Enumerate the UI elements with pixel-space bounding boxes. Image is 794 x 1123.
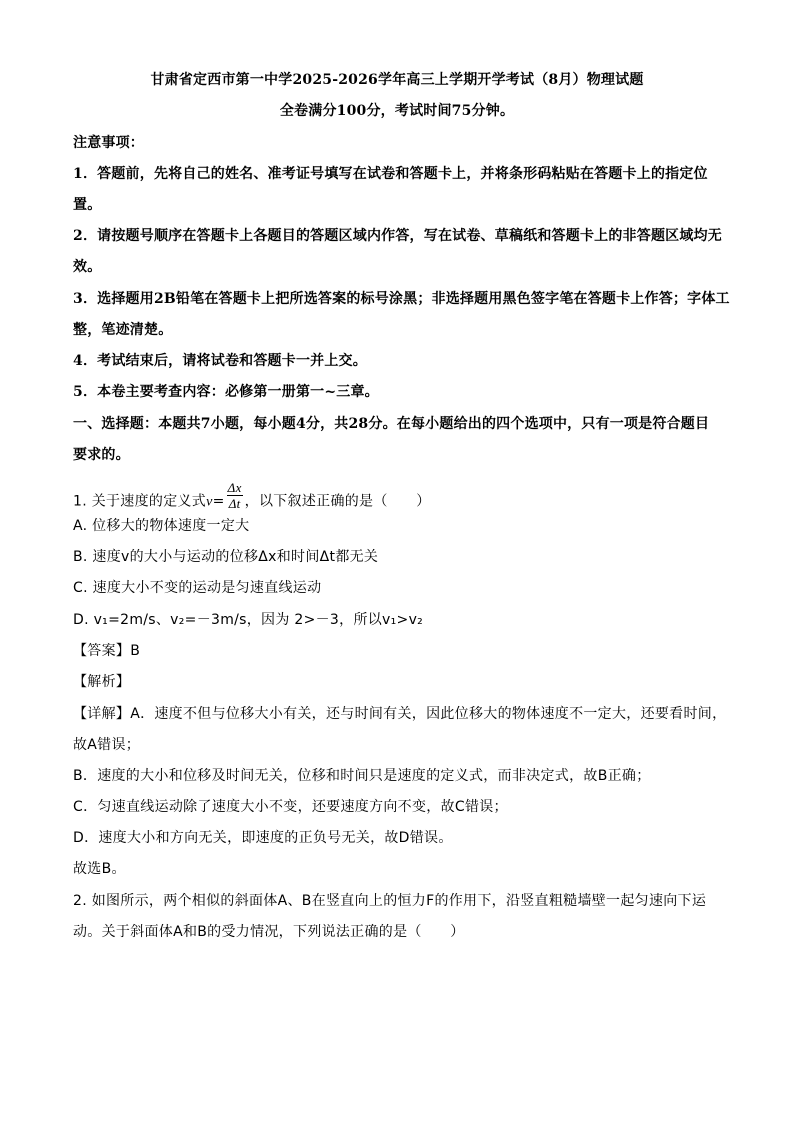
notice-item: 1．答题前，先将自己的姓名、准考证号填写在试卷和答题卡上，并将条形码粘贴在答题卡上的指定位 bbox=[73, 166, 708, 182]
analysis-label: 【解析】 bbox=[73, 674, 131, 690]
option-d: D. v₁=2m/s、v₂=－3m/s，因为 2>－3，所以v₁>v₂ bbox=[73, 612, 424, 628]
fraction-denominator: Δt bbox=[228, 496, 241, 511]
section-heading-cont: 要求的。 bbox=[73, 447, 130, 463]
explanation-line: C．匀速直线运动除了速度大小不变，还要速度方向不变，故C错误； bbox=[73, 799, 508, 815]
option-b: B. 速度v的大小与运动的位移Δx和时间Δt都无关 bbox=[73, 549, 379, 565]
exam-subtitle: 全卷满分100分，考试时间75分钟。 bbox=[279, 103, 515, 119]
q1-stem-post: ，以下叙述正确的是（ ） bbox=[244, 493, 431, 510]
notice-item: 整，笔迹清楚。 bbox=[73, 322, 173, 338]
explanation-line: D．速度大小和方向无关，即速度的正负号无关，故D错误。 bbox=[73, 830, 453, 846]
fraction-numerator: Δx bbox=[227, 480, 242, 495]
explanation-line: B．速度的大小和位移及时间无关，位移和时间只是速度的定义式，而非决定式，故B正确； bbox=[73, 768, 651, 784]
velocity-formula-fraction bbox=[227, 480, 243, 511]
question-2-stem: 2. 如图所示，两个相似的斜面体A、B在竖直向上的恒力F的作用下，沿竖直粗糙墙壁一起匀速向下运 bbox=[73, 893, 707, 909]
question-1-stem bbox=[73, 480, 734, 517]
exam-title: 甘肃省定西市第一中学2025-2026学年高三上学期开学考试（8月）物理试题 bbox=[150, 72, 644, 88]
option-c: C. 速度大小不变的运动是匀速直线运动 bbox=[73, 580, 322, 596]
notice-item: 5．本卷主要考查内容：必修第一册第一~三章。 bbox=[73, 384, 379, 400]
notice-item: 4．考试结束后，请将试卷和答题卡一并上交。 bbox=[73, 353, 367, 369]
q1-stem-var: v bbox=[206, 494, 213, 510]
question-2-stem-cont: 动。关于斜面体A和B的受力情况，下列说法正确的是（ ） bbox=[73, 924, 465, 940]
explanation-line: 故选B。 bbox=[73, 861, 126, 877]
q1-stem-pre: 1. 关于速度的定义式 bbox=[73, 493, 207, 510]
notice-item: 效。 bbox=[73, 259, 102, 275]
explanation-line: 故A错误； bbox=[73, 737, 141, 753]
option-a: A. 位移大的物体速度一定大 bbox=[73, 518, 250, 534]
notice-item: 3．选择题用2B铅笔在答题卡上把所选答案的标号涂黑；非选择题用黑色签字笔在答题卡上作答；字体工 bbox=[73, 291, 730, 307]
answer-label: 【答案】B bbox=[73, 643, 141, 659]
section-heading: 一、选择题：本题共7小题，每小题4分，共28分。在每小题给出的四个选项中，只有一项是符合题目 bbox=[73, 416, 710, 432]
explanation-line: 【详解】A．速度不但与位移大小有关，还与时间有关，因此位移大的物体速度不一定大，还要看时间， bbox=[73, 706, 727, 722]
notice-heading: 注意事项： bbox=[73, 135, 144, 151]
notice-item: 2．请按题号顺序在答题卡上各题目的答题区域内作答，写在试卷、草稿纸和答题卡上的非答题区域均无 bbox=[73, 228, 722, 244]
q1-stem-eq: = bbox=[212, 493, 225, 510]
notice-item: 置。 bbox=[73, 197, 102, 213]
